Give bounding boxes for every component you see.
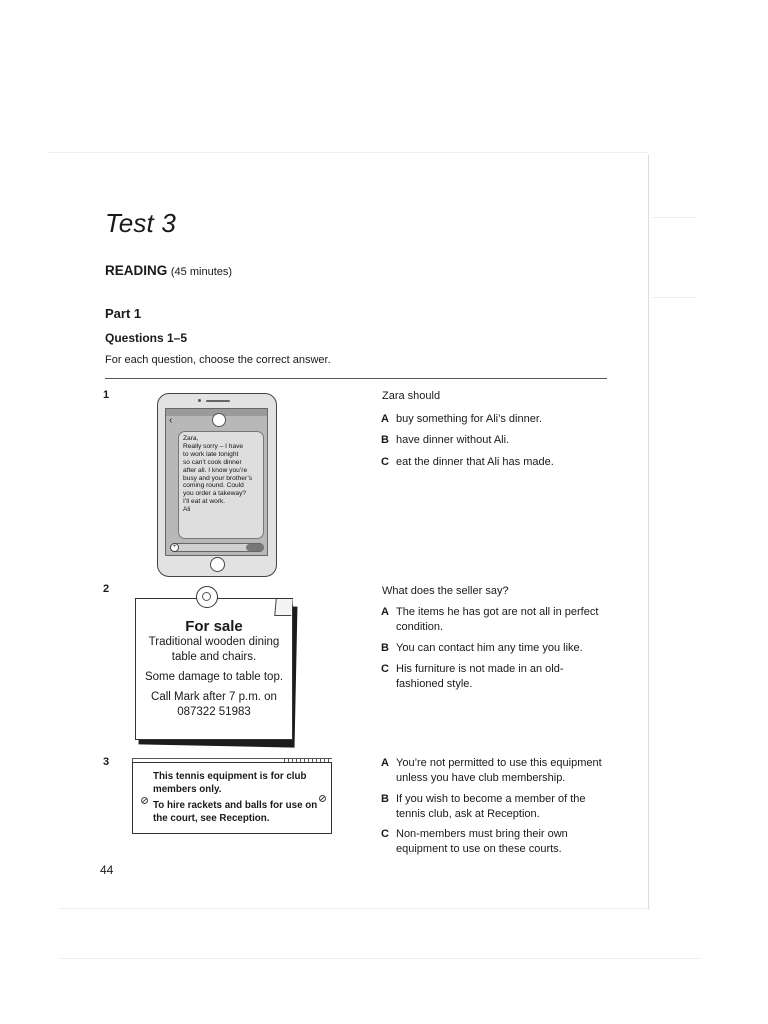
option-letter: C	[381, 456, 389, 468]
option-text: His furniture is not made in an old-fashioned style.	[396, 663, 564, 690]
answer-option[interactable]	[381, 412, 611, 427]
question-prompt: Zara should	[382, 390, 441, 402]
phone-camera-icon	[198, 399, 201, 402]
send-icon	[246, 544, 264, 551]
chevron-left-icon: ‹	[169, 415, 173, 426]
part-title: Part 1	[105, 306, 142, 321]
divider	[105, 378, 607, 379]
message-line: Zara,	[183, 435, 199, 442]
sign-text: To hire rackets and balls for use on the court, see Reception.	[153, 800, 318, 824]
message-line: I’ll eat at work.	[183, 498, 226, 506]
answer-option[interactable]	[381, 756, 611, 785]
notice-title: For sale	[185, 618, 243, 635]
screw-icon	[141, 797, 148, 804]
option-letter: B	[381, 642, 389, 654]
for-sale-notice	[135, 598, 293, 740]
answer-option[interactable]	[381, 433, 611, 448]
option-letter: A	[381, 413, 389, 425]
scan-artifact	[60, 958, 700, 959]
contact-avatar-icon	[212, 413, 226, 427]
question-number: 2	[103, 583, 110, 595]
answer-option[interactable]	[381, 605, 611, 634]
option-text: have dinner without Ali.	[396, 434, 510, 446]
message-line: coming round. Could	[183, 482, 244, 490]
message-line: so can’t cook dinner	[183, 458, 242, 466]
answer-option[interactable]	[381, 641, 611, 656]
phone-speaker-icon	[206, 400, 230, 402]
section-duration: (45 minutes)	[170, 266, 233, 278]
message-line: you order a takeway?	[183, 490, 247, 498]
question-number: 1	[103, 389, 110, 401]
tennis-sign	[132, 762, 332, 834]
section-title	[105, 263, 232, 278]
scan-artifact	[652, 297, 697, 298]
notice-line: Traditional wooden dining	[148, 636, 280, 648]
question-number: 3	[103, 756, 110, 768]
home-button-icon	[210, 557, 225, 572]
page-edge	[648, 155, 649, 910]
section-name: READING	[105, 263, 168, 278]
phone-screen	[165, 408, 268, 556]
option-letter: A	[381, 606, 389, 618]
answer-option[interactable]	[381, 827, 611, 856]
option-text: Non-members must bring their own equipment to use on these courts.	[396, 828, 568, 855]
option-letter: A	[381, 757, 389, 769]
message-line: Really sorry – I have	[183, 442, 244, 450]
option-text: You can contact him any time you like.	[396, 642, 583, 654]
option-letter: C	[381, 663, 389, 675]
notice-line: Some damage to table top.	[144, 671, 284, 683]
message-line: Ali	[183, 506, 191, 514]
option-text: buy something for Ali’s dinner.	[396, 413, 542, 425]
answer-option[interactable]	[381, 662, 611, 691]
message-input-bar	[170, 543, 264, 552]
message-line: after all. I know you’re	[183, 466, 248, 474]
scan-artifact	[60, 908, 650, 909]
option-letter: B	[381, 793, 389, 805]
instruction-text: For each question, choose the correct answer.	[105, 354, 331, 366]
page-edge	[48, 152, 648, 153]
test-title: Test 3	[105, 208, 177, 238]
drawing-pin-icon	[196, 586, 218, 608]
answer-option[interactable]	[381, 455, 611, 470]
message-line: to work late tonight	[183, 450, 239, 458]
option-letter: B	[381, 434, 389, 446]
option-letter: C	[381, 828, 389, 840]
notice-line: 087322 51983	[177, 706, 251, 718]
text-message-bubble	[178, 431, 264, 539]
notice-line: table and chairs.	[171, 651, 257, 663]
notice-line: Call Mark after 7 p.m. on	[151, 691, 277, 703]
question-prompt: What does the seller say?	[382, 585, 509, 597]
questions-range: Questions 1–5	[105, 331, 188, 345]
scan-artifact	[652, 217, 697, 218]
page-curl-icon	[274, 599, 292, 616]
page-number: 44	[100, 863, 114, 877]
option-text: The items he has got are not all in perfect condition.	[396, 606, 599, 633]
option-text: You’re not permitted to use this equipment unless you have club membership.	[396, 757, 602, 784]
option-text: eat the dinner that Ali has made.	[396, 456, 554, 468]
sign-text: This tennis equipment is for club members only.	[153, 771, 307, 795]
answer-option[interactable]	[381, 792, 611, 821]
plus-icon: +	[170, 543, 179, 552]
option-text: If you wish to become a member of the tennis club, ask at Reception.	[396, 793, 586, 820]
phone-illustration	[157, 393, 277, 577]
message-line: busy and your brother’s	[183, 474, 253, 482]
